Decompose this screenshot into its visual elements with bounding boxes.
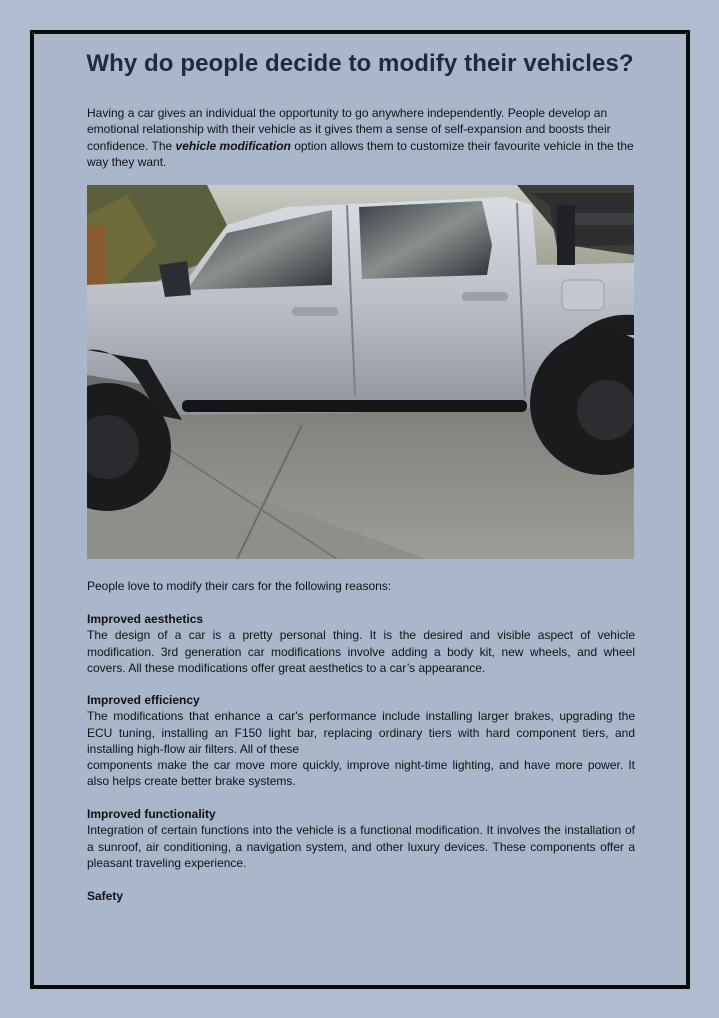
section-paragraph: The modifications that enhance a car's performance include installing larger brakes, upgrading the ECU tuning, installing an F150 light bar, replacing ordinary tiers with hard component tiers, and installing high-flow air filters. All of these [87,709,635,756]
reasons-intro: People love to modify their cars for the following reasons: [87,579,392,593]
section-paragraph: The design of a car is a pretty personal thing. It is the desired and visible aspect of vehicle modification. 3rd generation car modifications involve adding a body kit, new wheels, and wheel covers. All these modifications offer great aesthetics to a car’s appearance. [87,628,635,675]
intro-paragraph [87,105,635,170]
section-paragraph: components make the car move more quickly, improve night-time lighting, and have more power. It also helps create better brake systems. [87,758,635,789]
intro-text-start: Having a car gives an individual the opportunity to go anywhere independently. People develop an emotional relationship with their vehicle as it gives them a sense of self-expansion and boosts their confidence. The [87,106,611,153]
truck-photo [87,185,634,559]
section-paragraph: Integration of certain functions into the vehicle is a functional modification. It involves the installation of a sunroof, air conditioning, a navigation system, and other luxury devices. These components offer a pleasant traveling experience. [87,823,635,870]
truck-illustration [87,185,634,559]
section-heading: Improved functionality [87,807,216,821]
section-improved-efficiency [87,692,635,790]
section-heading: Safety [87,889,124,903]
page-title: Why do people decide to modify their vehicles? [86,50,634,77]
section-improved-functionality [87,806,635,871]
section-heading: Improved efficiency [87,693,200,707]
intro-text-end: option allows them to customize their favourite vehicle in the the way they want. [87,138,634,169]
section-improved-aesthetics [87,611,635,676]
section-heading: Improved aesthetics [87,612,204,626]
page-frame [30,30,690,989]
vehicle-modification-link[interactable]: vehicle modification [175,138,291,153]
section-safety [87,888,635,904]
